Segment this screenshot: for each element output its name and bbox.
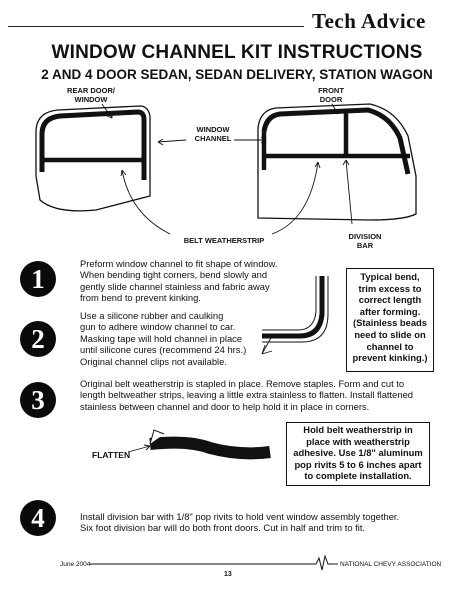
step-4-text: Install division bar with 1/8" pop rivits to hold vent window assembly together. Six foot division bar will do both front doors. Cut in half and trim to fit. xyxy=(80,511,400,534)
footer-rule xyxy=(90,556,338,570)
division-bar-label: DIVISION BAR xyxy=(348,232,382,250)
weatherstrip-note-box: Hold belt weatherstrip in place with weatherstrip adhesive. Use 1/8" aluminum pop rivits 5 to 6 inches apart to complete installation. xyxy=(286,422,430,486)
header-title: Tech Advice xyxy=(312,9,426,33)
front-door-label: FRONT DOOR xyxy=(318,86,344,104)
rear-door-label: REAR DOOR/ WINDOW xyxy=(67,86,115,104)
footer-date: June 2004 xyxy=(60,561,91,568)
step-1-text: Preform window channel to fit shape of window. When bending tight corners, bend slowly and gently slide channel stainless and fabric away from bend to prevent kinking. xyxy=(80,258,278,304)
step-2-badge: 2 xyxy=(20,321,56,357)
window-channel-label: WINDOW CHANNEL xyxy=(194,125,232,143)
footer-org: NATIONAL CHEVY ASSOCIATION xyxy=(340,561,442,568)
step-2-text: Use a silicone rubber and caulking gun to adhere window channel to car. Masking tape will hold channel in place until silicone cures (recommend 24 hrs.) Original channel clips not available. xyxy=(80,310,247,367)
rear-door-drawing xyxy=(36,106,150,211)
front-door-drawing xyxy=(258,104,416,220)
flatten-label: FLATTEN xyxy=(92,450,131,460)
step-1-badge: 1 xyxy=(20,261,56,297)
page-title: WINDOW CHANNEL KIT INSTRUCTIONS xyxy=(51,42,423,63)
step-3-text: Original belt weatherstrip is stapled in place. Remove staples. Form and cut to length beltweather strips, leaving a little extra stainless to flatten. Install flattened stainless between channel and door to help hold it in place in corners. xyxy=(80,378,413,412)
belt-weatherstrip-label: BELT WEATHERSTRIP xyxy=(183,236,265,245)
step-3-badge: 3 xyxy=(20,382,56,418)
step-4-badge: 4 xyxy=(20,500,56,536)
page-number: 13 xyxy=(224,571,232,578)
bend-note-box: Typical bend, trim excess to correct length after forming. (Stainless beads need to slide on channel to prevent kinking.) xyxy=(346,268,434,372)
page-subtitle: 2 AND 4 DOOR SEDAN, SEDAN DELIVERY, STATION WAGON xyxy=(41,67,433,82)
weatherstrip-drawing xyxy=(128,430,270,453)
